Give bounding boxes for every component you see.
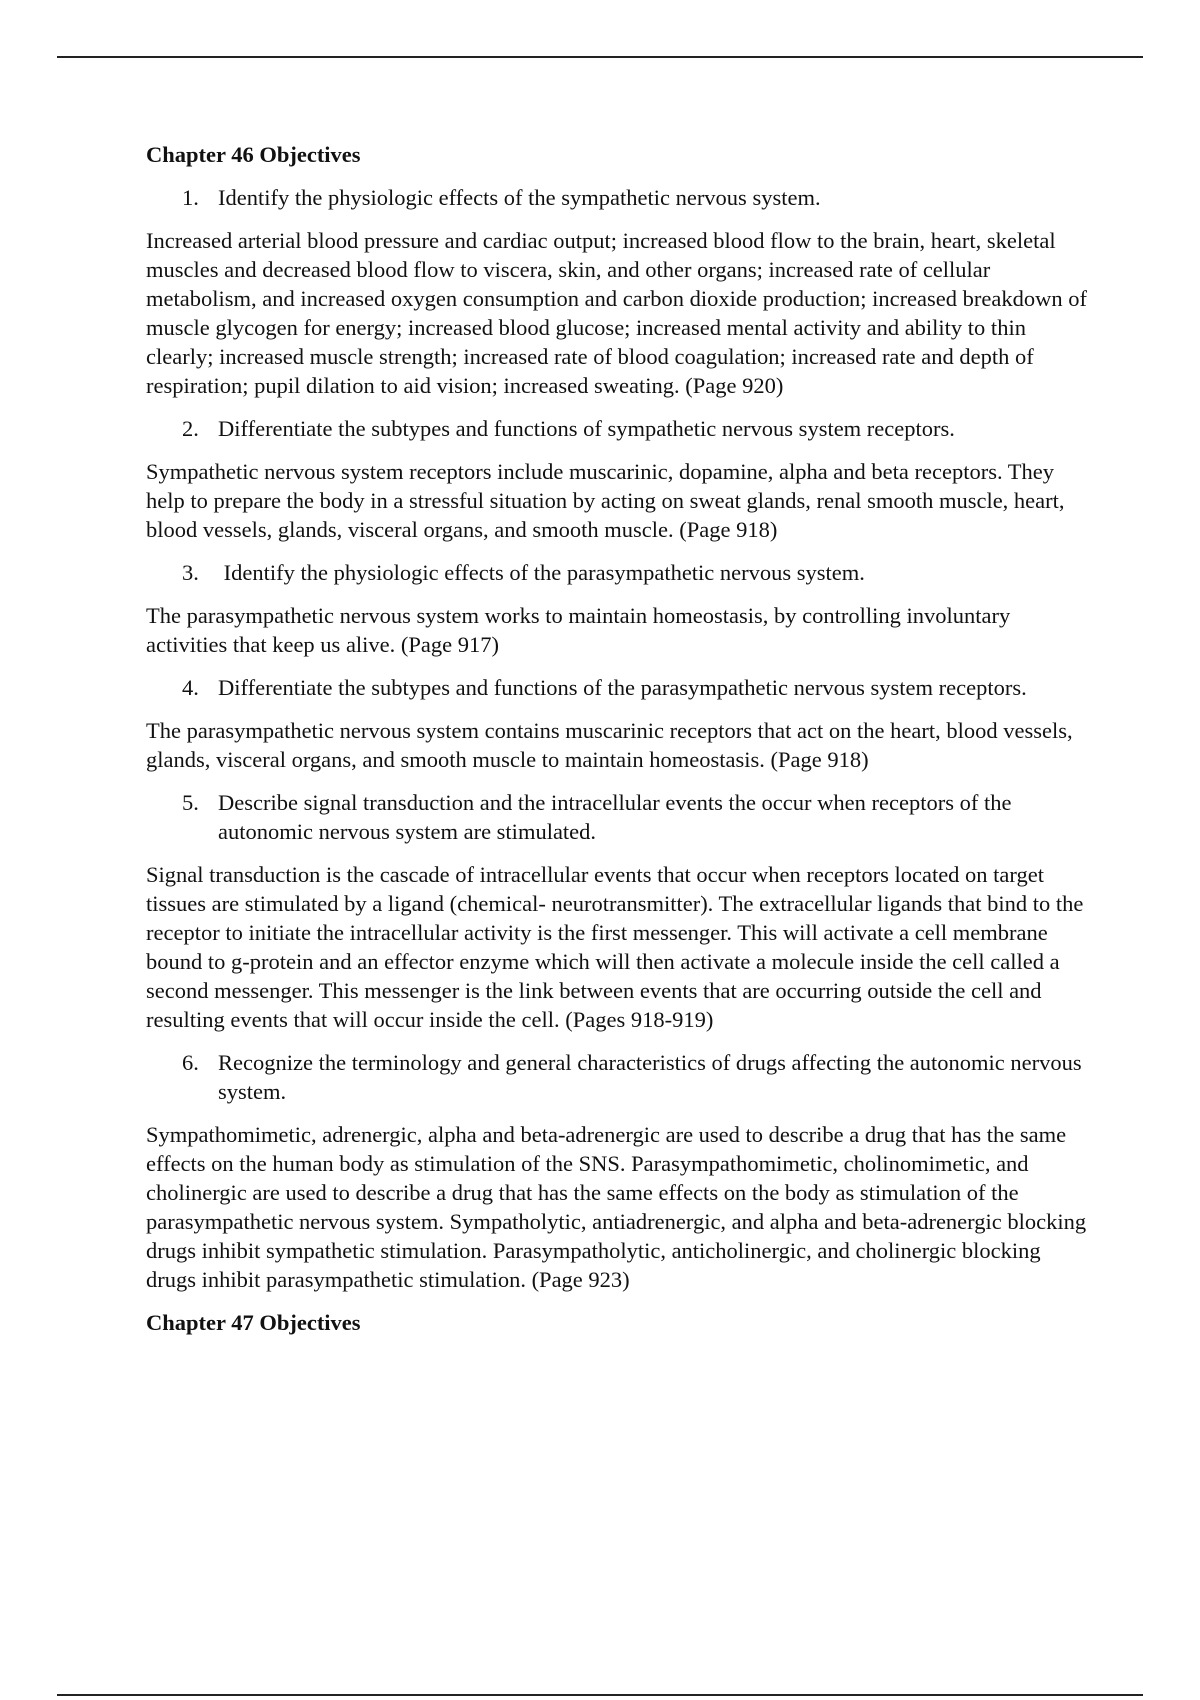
objective-number: 1. — [182, 185, 199, 210]
objective-1 — [182, 183, 1092, 212]
objective-question: Differentiate the subtypes and functions of sympathetic nervous system receptors. — [218, 416, 955, 441]
objective-number: 6. — [182, 1050, 199, 1075]
objective-number: 2. — [182, 416, 199, 441]
chapter-46-heading: Chapter 46 Objectives — [146, 142, 361, 167]
objective-5 — [182, 788, 1092, 846]
objective-6 — [182, 1048, 1092, 1106]
objective-answer: Increased arterial blood pressure and cardiac output; increased blood flow to the brain, heart, skeletal muscles and decreased blood flow to viscera, skin, and other organs; increased rate of cellular metabolism, and increased oxygen consumption and carbon dioxide production; increased breakdown of muscle glycogen for energy; increased blood glucose; increased mental activity and ability to thin clearly; increased muscle strength; increased rate of blood coagulation; increased rate and depth of respiration; pupil dilation to aid vision; increased sweating. (Page 920) — [146, 228, 1087, 398]
objective-question: Identify the physiologic effects of the sympathetic nervous system. — [218, 185, 821, 210]
objective-number: 3. — [182, 560, 199, 585]
top-rule — [57, 56, 1143, 58]
objective-answer: Sympathomimetic, adrenergic, alpha and beta-adrenergic are used to describe a drug that has the same effects on the human body as stimulation of the SNS. Parasympathomimetic, cholinomimetic, and cholinergic are used to describe a drug that has the same effects on the body as stimulation of the parasympathetic nervous system. Sympatholytic, antiadrenergic, and alpha and beta-adrenergic blocking drugs inhibit sympathetic stimulation. Parasympatholytic, anticholinergic, and cholinergic blocking drugs inhibit parasympathetic stimulation. (Page 923) — [146, 1122, 1087, 1292]
objective-answer: Sympathetic nervous system receptors include muscarinic, dopamine, alpha and beta receptors. They help to prepare the body in a stressful situation by acting on sweat glands, renal smooth muscle, heart, blood vessels, glands, visceral organs, and smooth muscle. (Page 918) — [146, 459, 1065, 542]
objective-question: Identify the physiologic effects of the parasympathetic nervous system. — [218, 560, 865, 585]
chapter-47-heading: Chapter 47 Objectives — [146, 1310, 361, 1335]
objective-4 — [182, 673, 1092, 702]
objective-2 — [182, 414, 1092, 443]
objective-question: Describe signal transduction and the intracellular events the occur when receptors of the autonomic nervous system are stimulated. — [218, 790, 1012, 844]
objective-number: 5. — [182, 790, 199, 815]
objective-answer: Signal transduction is the cascade of intracellular events that occur when receptors located on target tissues are stimulated by a ligand (chemical- neurotransmitter). The extracellular ligands that bind to the receptor to initiate the intracellular activity is the first messenger. This will activate a cell membrane bound to g-protein and an effector enzyme which will then activate a molecule inside the cell called a second messenger. This messenger is the link between events that are occurring outside the cell and resulting events that will occur inside the cell. (Pages 918-919) — [146, 862, 1084, 1032]
bottom-rule — [57, 1694, 1143, 1696]
objective-question: Recognize the terminology and general characteristics of drugs affecting the autonomic nervous system. — [218, 1050, 1082, 1104]
objective-answer: The parasympathetic nervous system works to maintain homeostasis, by controlling involuntary activities that keep us alive. (Page 917) — [146, 603, 1011, 657]
objective-3 — [182, 558, 1092, 587]
objective-number: 4. — [182, 675, 199, 700]
objective-question: Differentiate the subtypes and functions of the parasympathetic nervous system receptors. — [218, 675, 1027, 700]
document-body — [146, 140, 1092, 1351]
objective-answer: The parasympathetic nervous system contains muscarinic receptors that act on the heart, blood vessels, glands, visceral organs, and smooth muscle to maintain homeostasis. (Page 918) — [146, 718, 1073, 772]
